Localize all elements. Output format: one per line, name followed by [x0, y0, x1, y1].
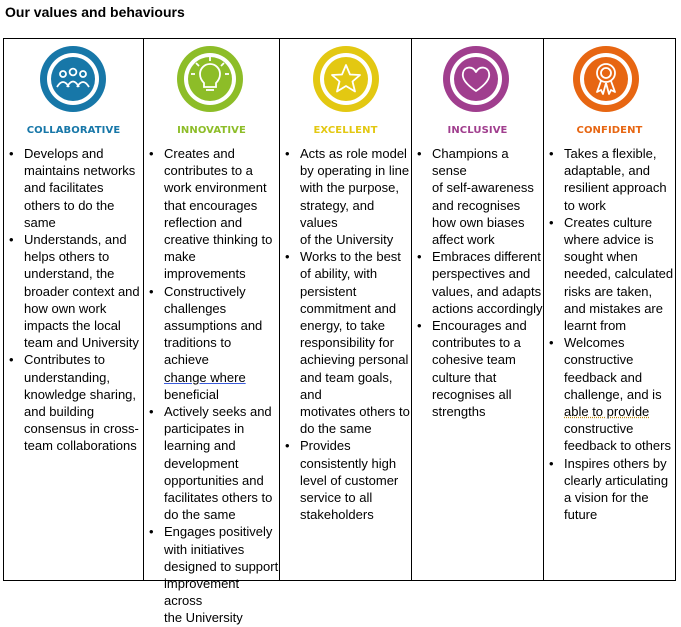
value-cell-confident	[544, 39, 676, 581]
value-name: INNOVATIVE	[177, 125, 246, 136]
star-icon	[312, 45, 380, 113]
value-cell-collaborative	[4, 39, 144, 581]
behaviour-item: • Acts as role model by operating in line with the purpose, strategy, and values of the University	[280, 145, 411, 248]
value-name: EXCELLENT	[313, 125, 378, 136]
values-table	[3, 38, 676, 626]
behaviour-item: • Engages positively with initiatives designed to support improvement across the University	[144, 523, 279, 626]
behaviour-list	[4, 145, 143, 455]
behaviour-item: • Creates and contributes to a work environment that encourages reflection and creative thinking to make improvements	[144, 145, 279, 283]
behaviour-item: • Understands, and helps others to understand, the broader context and how own work impacts the local team and University	[4, 231, 143, 351]
lightbulb-icon	[176, 45, 244, 113]
value-name: INCLUSIVE	[447, 125, 508, 136]
behaviour-list	[412, 145, 543, 420]
behaviour-item: • Works to the best of ability, with persistent commitment and energy, to take responsibility for achieving personal and team goals, and motivates others to do the same	[280, 248, 411, 437]
award-rosette-icon	[572, 45, 640, 113]
behaviour-list	[280, 145, 411, 523]
behaviour-item: • Constructively challenges assumptions and traditions to achieve change where beneficial	[144, 283, 279, 403]
behaviour-item: • Welcomes constructive feedback and challenge, and is able to provide constructive feedback to others	[544, 334, 675, 454]
people-group-icon	[39, 45, 107, 113]
values-row	[4, 39, 676, 581]
behaviour-item: • Develops and maintains networks and facilitates others to do the same	[4, 145, 143, 231]
behaviour-item: • Provides consistently high level of customer service to all stakeholders	[280, 437, 411, 523]
behaviour-list	[544, 145, 675, 523]
behaviour-list	[144, 145, 279, 627]
behaviour-item: • Champions a sense of self-awareness and recognises how own biases affect work	[412, 145, 543, 248]
behaviour-item: • Takes a flexible, adaptable, and resilient approach to work	[544, 145, 675, 214]
value-name: CONFIDENT	[576, 125, 643, 136]
page-title: Our values and behaviours	[5, 4, 185, 20]
behaviour-item: • Inspires others by clearly articulating a vision for the future	[544, 455, 675, 524]
value-name: COLLABORATIVE	[26, 125, 121, 136]
behaviour-item: • Encourages and contributes to a cohesive team culture that recognises all strengths	[412, 317, 543, 420]
behaviour-item: • Embraces different perspectives and values, and adapts actions accordingly	[412, 248, 543, 317]
behaviour-item: • Contributes to understanding, knowledge sharing, and building consensus in cross- team collaborations	[4, 351, 143, 454]
value-cell-innovative	[144, 39, 280, 626]
value-cell-inclusive	[412, 39, 544, 581]
behaviour-item: • Creates culture where advice is sought when needed, calculated risks are taken, and mistakes are learnt from	[544, 214, 675, 334]
heart-icon	[442, 45, 510, 113]
value-cell-excellent	[280, 39, 412, 581]
behaviour-item: • Actively seeks and participates in learning and development opportunities and facilitates others to do the same	[144, 403, 279, 523]
